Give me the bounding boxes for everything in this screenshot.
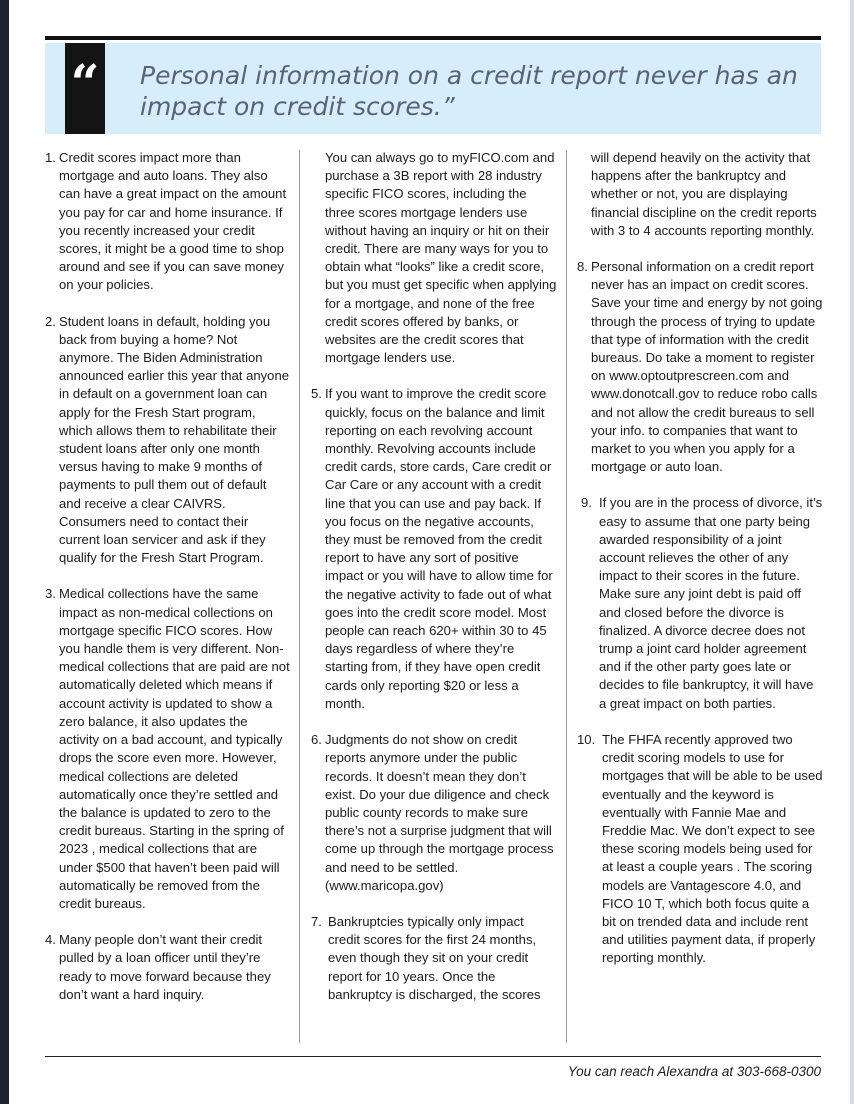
list-number: 3. bbox=[45, 586, 56, 602]
list-item-9 bbox=[581, 494, 824, 712]
list-item-text: will depend heavily on the activity that happens after the bankruptcy and whether or not, you are displaying financial discipline on the credit reports with 3 to 4 accounts reporting monthly. bbox=[591, 150, 817, 238]
list-item-7 bbox=[311, 913, 558, 1004]
column-3 bbox=[577, 149, 824, 986]
list-item-text: If you want to improve the credit score quickly, focus on the balance and limit reporting on each revolving account monthly. Revolving accounts include credit cards, store cards, Care credit or Car Care or any account with a credit line that you can use and pay back. If you focus on the negative accounts, they must be removed from the credit report to have any sort of positive impact or you will have to allow time for the negative activity to fade out of what goes into the credit score model. Most people can reach 620+ within 30 to 45 days regardless of where they’re starting from, if they have open credit cards only reporting $20 or less a month. bbox=[325, 386, 553, 711]
pull-quote-text: Personal information on a credit report never has an impact on credit scores.” bbox=[140, 61, 798, 121]
list-item-text: Student loans in default, holding you back from buying a home? Not anymore. The Biden Administration announced earlier this year that anyone in default on a government loan can apply for the Fresh Start program, which allows them to rehabilitate their student loans after only one month versus having to make 9 months of payments to pull them out of default and receive a clear CAIVRS. Consumers need to contact their current loan servicer and ask if they qualify for the Fresh Start Program. bbox=[59, 313, 290, 566]
list-number: 2. bbox=[45, 313, 56, 329]
bottom-rule bbox=[45, 1056, 821, 1057]
list-item-text: Judgments do not show on credit reports anymore under the public records. It doesn’t mean they don’t exist. Do your due diligence and check public county records to make sure there’s not a surprise judgment that will come up through the mortgage process and need to be settled. (www.maricopa.gov) bbox=[325, 732, 554, 893]
list-item-2 bbox=[45, 313, 291, 568]
list-item-5 bbox=[311, 385, 558, 713]
list-item-3 bbox=[45, 585, 291, 913]
list-number: 1. bbox=[45, 150, 56, 165]
list-number: 8. bbox=[577, 259, 588, 275]
page-edge-right bbox=[850, 0, 854, 1104]
list-item-text: Medical collections have the same impact as non-medical collections on mortgage specific FICO scores. How you handle them is very different. Non-medical collections that are paid are not automatically deleted which means if account activity is updated to show a zero balance, it also updates the activity on a bad account, and typically drops the score even more. However, medical collections are deleted automatically once they’re settled and the balance is updated to zero to the credit bureaus. Starting in the spring of 2023 , medical collections that are under $500 that haven’t been paid will automatically be removed from the credit bureaus. bbox=[59, 586, 290, 911]
top-rule bbox=[45, 36, 821, 40]
list-item-1 bbox=[45, 149, 291, 295]
quote-mark-icon: “ bbox=[65, 43, 105, 134]
column-2 bbox=[311, 149, 558, 1022]
list-item-text: You can always go to myFICO.com and purchase a 3B report with 28 industry specific FICO scores, including the three scores mortgage lenders use without having an inquiry or hit on their credit. There are many ways for you to obtain what “looks” like a credit score, but you must get specific when applying for a mortgage, and none of the free credit scores offered by banks, or websites are the credit scores that mortgage lenders use. bbox=[325, 150, 557, 366]
list-item-10 bbox=[577, 731, 824, 968]
column-1 bbox=[45, 149, 291, 1022]
list-item-6 bbox=[311, 731, 558, 895]
list-number: 4. bbox=[45, 932, 56, 948]
list-item-4-continued bbox=[311, 149, 558, 367]
list-number: 6. bbox=[311, 732, 322, 748]
page-edge-left bbox=[0, 0, 9, 1104]
list-number: 9. bbox=[581, 495, 592, 511]
list-item-7-continued bbox=[577, 149, 824, 240]
list-number: 5. bbox=[311, 386, 322, 402]
list-item-text: Credit scores impact more than mortgage and auto loans. They also can have a great impact on the amount you pay for car and home insurance. If you recently increased your credit scores, it might be a good time to shop around and see if you can save money on your policies. bbox=[59, 150, 287, 293]
list-number: 7. bbox=[311, 913, 322, 929]
list-number: 10. bbox=[577, 731, 596, 747]
column-divider bbox=[299, 150, 300, 1043]
list-item-8 bbox=[577, 258, 824, 476]
list-item-4 bbox=[45, 931, 291, 1004]
list-item-text: Many people don’t want their credit pulled by a loan officer until they’re ready to move forward because they don’t want a hard inquiry. bbox=[59, 932, 271, 1002]
list-item-text: If you are in the process of divorce, it’s easy to assume that one party being awarded responsibility of a joint account relieves the other of any impact to their scores in the future. Make sure any joint debt is paid off and closed before the divorce is finalized. A divorce decree does not trump a joint card holder agreement and if the other party goes late or decides to file bankruptcy, it will have a great impact on both parties. bbox=[599, 495, 823, 711]
footer-contact: You can reach Alexandra at 303-668-0300 bbox=[567, 1064, 821, 1079]
list-item-text: Personal information on a credit report never has an impact on credit scores. Save your time and energy by not going through the process of trying to update that type of information with the credit bureaus. Do take a moment to register on www.optoutprescreen.com and www.donotcall.gov to reduce robo calls and not allow the credit bureaus to sell your info. to companies that want to market to you when you apply for a mortgage or auto loan. bbox=[591, 259, 823, 475]
list-item-text: Bankruptcies typically only impact credit scores for the first 24 months, even though they sit on your credit report for 10 years. Once the bankruptcy is discharged, the scores bbox=[328, 913, 541, 1002]
column-divider bbox=[566, 150, 567, 1043]
list-item-text: The FHFA recently approved two credit scoring models to use for mortgages that will be able to be used eventually and the keyword is eventually with Fannie Mae and Freddie Mac. We don’t expect to see these scoring models being used for at least a couple years . The scoring models are Vantagescore 4.0, and FICO 10 T, which both focus quite a bit on trended data and include rent and utilities payment data, if properly reporting monthly. bbox=[602, 731, 823, 966]
